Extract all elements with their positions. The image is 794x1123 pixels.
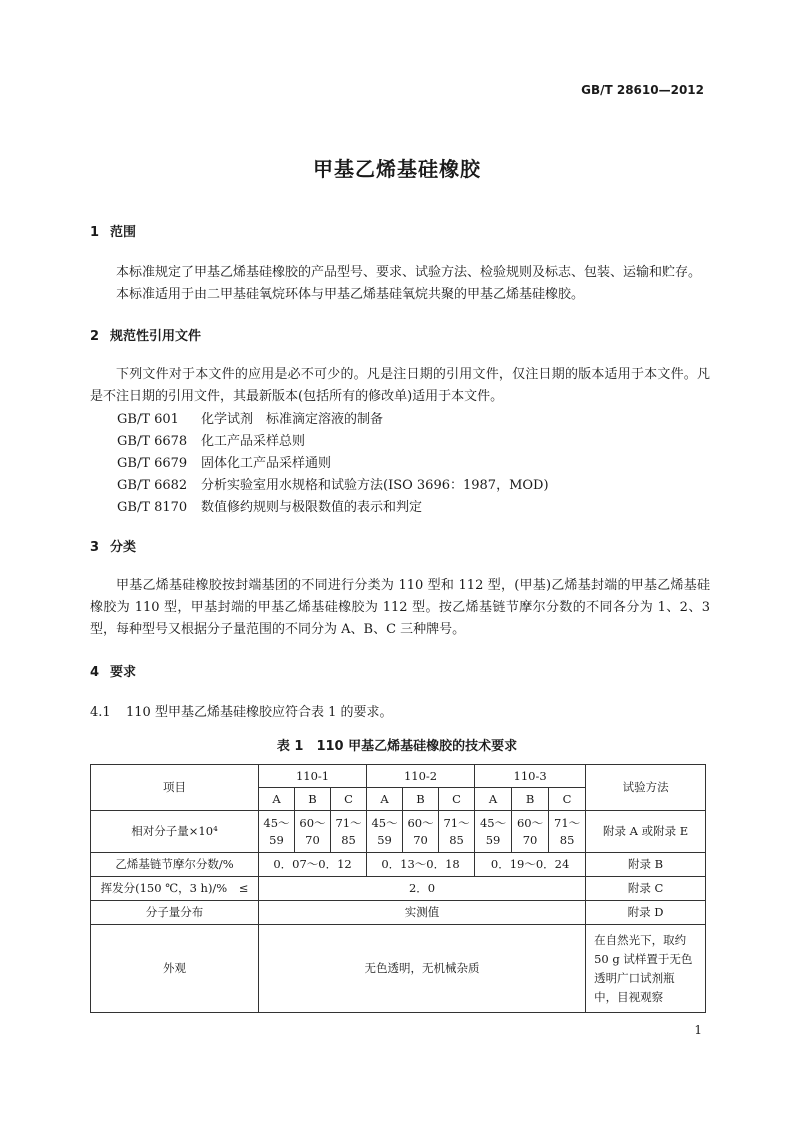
section-number: 2 <box>90 329 100 344</box>
table-row <box>91 853 706 877</box>
method-cell: 附录 C <box>586 877 706 901</box>
table-cell: 60～ 70 <box>295 811 331 853</box>
method-cell: 附录 A 或附录 E <box>586 811 706 853</box>
reference-item <box>117 430 305 449</box>
method-cell: 附录 D <box>586 901 706 925</box>
group-header: 110-2 <box>367 765 475 788</box>
header-method: 试验方法 <box>586 765 706 811</box>
table-cell: 0．19～0．24 <box>475 853 586 877</box>
row-label: 外观 <box>91 925 259 1013</box>
section-title: 分类 <box>110 540 137 555</box>
table-row <box>91 877 706 901</box>
group-header: 110-3 <box>475 765 586 788</box>
clause-text: 110 型甲基乙烯基硅橡胶应符合表 1 的要求。 <box>126 705 393 720</box>
reference-item <box>117 408 383 427</box>
table-cell: 无色透明，无机械杂质 <box>259 925 586 1013</box>
section-title: 要求 <box>110 665 137 680</box>
reference-item <box>117 452 331 471</box>
table-cell: 0．07～0．12 <box>259 853 367 877</box>
grade-header: B <box>512 788 549 811</box>
section-4-heading <box>90 661 136 680</box>
reference-title: 化学试剂 标准滴定溶液的制备 <box>201 412 384 427</box>
section-number: 4 <box>90 665 100 680</box>
table-cell: 45～ 59 <box>259 811 295 853</box>
table-cell: 2．0 <box>259 877 586 901</box>
table-cell: 0．13～0．18 <box>367 853 475 877</box>
paragraph: 下列文件对于本文件的应用是必不可少的。凡是注日期的引用文件，仅注日期的版本适用于本文件。凡是不注日期的引用文件，其最新版本(包括所有的修改单)适用于本文件。 <box>90 367 710 404</box>
grade-header: C <box>549 788 586 811</box>
table-cell: 60～ 70 <box>403 811 439 853</box>
grade-header: B <box>295 788 331 811</box>
reference-title: 化工产品采样总则 <box>201 434 306 449</box>
section-2-heading <box>90 325 201 344</box>
standard-number: GB/T 28610—2012 <box>581 83 704 97</box>
section-title: 范围 <box>110 225 137 240</box>
section-title: 规范性引用文件 <box>110 329 202 344</box>
grade-header: A <box>475 788 512 811</box>
row-label: 分子量分布 <box>91 901 259 925</box>
method-cell: 附录 B <box>586 853 706 877</box>
reference-code: GB/T 6682 <box>117 478 188 493</box>
row-label: 相对分子量×10⁴ <box>91 811 259 853</box>
table-cell: 71～ 85 <box>331 811 367 853</box>
reference-code: GB/T 6679 <box>117 456 188 471</box>
header-item: 项目 <box>91 765 259 811</box>
table-header-row <box>91 765 706 788</box>
reference-item <box>117 496 422 515</box>
group-header: 110-1 <box>259 765 367 788</box>
clause-number: 4.1 <box>90 705 111 720</box>
table-cell: 60～ 70 <box>512 811 549 853</box>
section-number: 3 <box>90 540 100 555</box>
table-cell: 45～ 59 <box>475 811 512 853</box>
table-cell: 71～ 85 <box>439 811 475 853</box>
row-label: 乙烯基链节摩尔分数/% <box>91 853 259 877</box>
reference-title: 固体化工产品采样通则 <box>201 456 332 471</box>
section-3-heading <box>90 536 136 555</box>
table-cell: 实测值 <box>259 901 586 925</box>
paragraph: 本标准规定了甲基乙烯基硅橡胶的产品型号、要求、试验方法、检验规则及标志、包装、运输和贮存。 <box>116 265 702 280</box>
reference-code: GB/T 6678 <box>117 434 188 449</box>
requirements-table <box>90 764 706 1013</box>
table-cell: 71～ 85 <box>549 811 586 853</box>
table-cell: 45～ 59 <box>367 811 403 853</box>
grade-header: A <box>259 788 295 811</box>
table-row <box>91 901 706 925</box>
grade-header: A <box>367 788 403 811</box>
page-number: 1 <box>694 1023 702 1037</box>
grade-header: C <box>331 788 367 811</box>
reference-code: GB/T 8170 <box>117 500 188 515</box>
reference-item <box>117 474 549 493</box>
clause-4-1 <box>90 701 710 720</box>
method-cell: 在自然光下，取约 50 g 试样置于无色透明广口试剂瓶中，目视观察 <box>586 925 706 1013</box>
document-title: 甲基乙烯基硅橡胶 <box>313 157 481 181</box>
table-row <box>91 925 706 1013</box>
section-1-heading <box>90 221 136 240</box>
paragraph: 本标准适用于由二甲基硅氧烷环体与甲基乙烯基硅氧烷共聚的甲基乙烯基硅橡胶。 <box>116 287 585 302</box>
grade-header: B <box>403 788 439 811</box>
reference-code: GB/T 601 <box>117 412 179 427</box>
paragraph: 甲基乙烯基硅橡胶按封端基团的不同进行分类为 110 型和 112 型，(甲基)乙烯基封端的甲基乙烯基硅橡胶为 110 型，甲基封端的甲基乙烯基硅橡胶为 112 型。按乙烯基链节摩尔分数的不同各分为 1、2、3 型，每种型号又根据分子量范围的不同分为 A、B、C 三种牌号。 <box>90 578 710 637</box>
reference-title: 数值修约规则与极限数值的表示和判定 <box>201 500 423 515</box>
grade-header: C <box>439 788 475 811</box>
table-row <box>91 811 706 853</box>
section-number: 1 <box>90 225 100 240</box>
row-label: 挥发分(150 ℃，3 h)/% ≤ <box>91 877 259 901</box>
table-caption: 表 1 110 甲基乙烯基硅橡胶的技术要求 <box>276 739 518 754</box>
reference-title: 分析实验室用水规格和试验方法(ISO 3696：1987，MOD) <box>201 478 549 493</box>
